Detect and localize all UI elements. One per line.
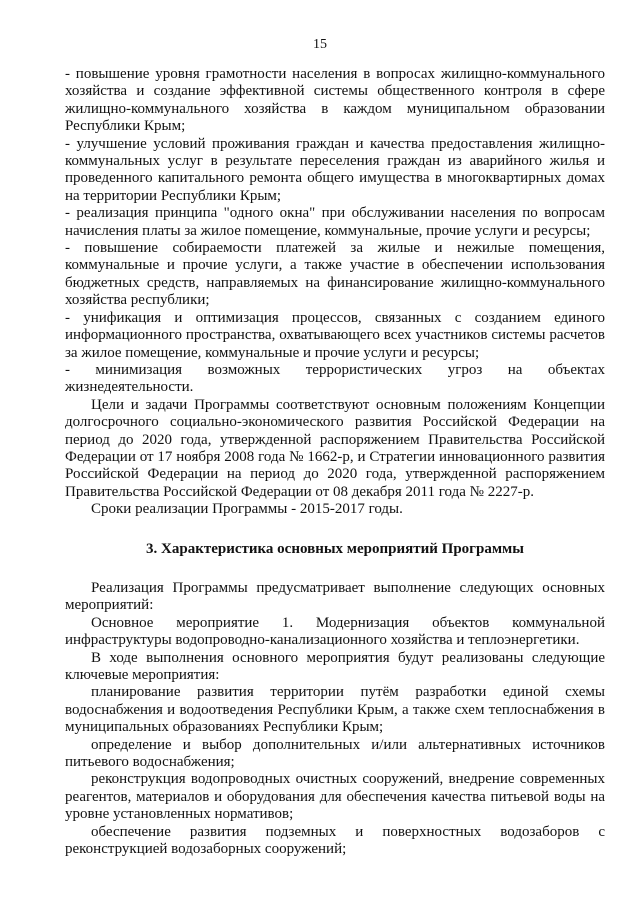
section-paragraph: реконструкция водопроводных очистных сооружений, внедрение современных реагентов, материалов и оборудования для обеспечения качества питьевой воды на уровне установленных нормативов;: [65, 771, 605, 823]
section-heading: 3. Характеристика основных мероприятий Программы: [146, 540, 524, 557]
section-paragraph: планирование развития территории путём разработки единой схемы водоснабжения и водоотведения Республики Крым, а также схем теплоснабжения в муниципальных образованиях Республики Крым;: [65, 684, 605, 736]
section-paragraph: Основное мероприятие 1. Модернизация объектов коммунальной инфраструктуры водопроводно-канализационного хозяйства и теплоэнергетики.: [65, 614, 605, 649]
list-item: - улучшение условий проживания граждан и качества предоставления жилищно-коммунальных услуг в результате переселения граждан из аварийного жилья и проведенного капитального ремонта общего имущества в многоквартирных домах на территории Республики Крым;: [65, 135, 605, 204]
list-item: - повышение уровня грамотности населения в вопросах жилищно-коммунального хозяйства и создание эффективной системы общественного контроля в сфере жилищно-коммунального хозяйства в каждом муниципальном образовании Республики Крым;: [65, 66, 605, 135]
list-item: - унификация и оптимизация процессов, связанных с созданием единого информационного пространства, охватывающего всех участников системы расчетов за жилое помещение, коммунальные и прочие услуги и ресурсы;: [65, 309, 605, 361]
page-content: [65, 66, 605, 858]
list-item: - минимизация возможных террористических угроз на объектах жизнедеятельности.: [65, 361, 605, 396]
timeline-paragraph: Сроки реализации Программы - 2015-2017 годы.: [91, 501, 403, 518]
section-paragraph: обеспечение развития подземных и поверхностных водозаборов с реконструкцией водозаборных сооружений;: [65, 823, 605, 858]
section-paragraph: В ходе выполнения основного мероприятия будут реализованы следующие ключевые мероприятия:: [65, 649, 605, 683]
list-item: - реализация принципа "одного окна" при обслуживании населения по вопросам начисления платы за жилое помещение, коммунальные, прочие услуги и ресурсы;: [65, 205, 605, 239]
list-item: - повышение собираемости платежей за жилые и нежилые помещения, коммунальные и прочие услуги, а также участие в обеспечении использования бюджетных средств, направляемых на финансирование жилищно-коммунального хозяйства республики;: [65, 240, 605, 309]
section-paragraph: определение и выбор дополнительных и/или альтернативных источников питьевого водоснабжения;: [65, 736, 605, 771]
page-number: 15: [313, 37, 327, 52]
section-paragraph: Реализация Программы предусматривает выполнение следующих основных мероприятий:: [65, 579, 605, 614]
goals-paragraph: Цели и задачи Программы соответствуют основным положениям Концепции долгосрочного социально-экономического развития Российской Федерации на период до 2020 года, утвержденной распоряжением Правительства Российской Федерации от 17 ноября 2008 года № 1662-р, и Стратегии инновационного развития Российской Федерации на период до 2020 года, утвержденной распоряжением Правительства Российской Федерации от 08 декабря 2011 года № 2227-р.: [65, 396, 605, 500]
